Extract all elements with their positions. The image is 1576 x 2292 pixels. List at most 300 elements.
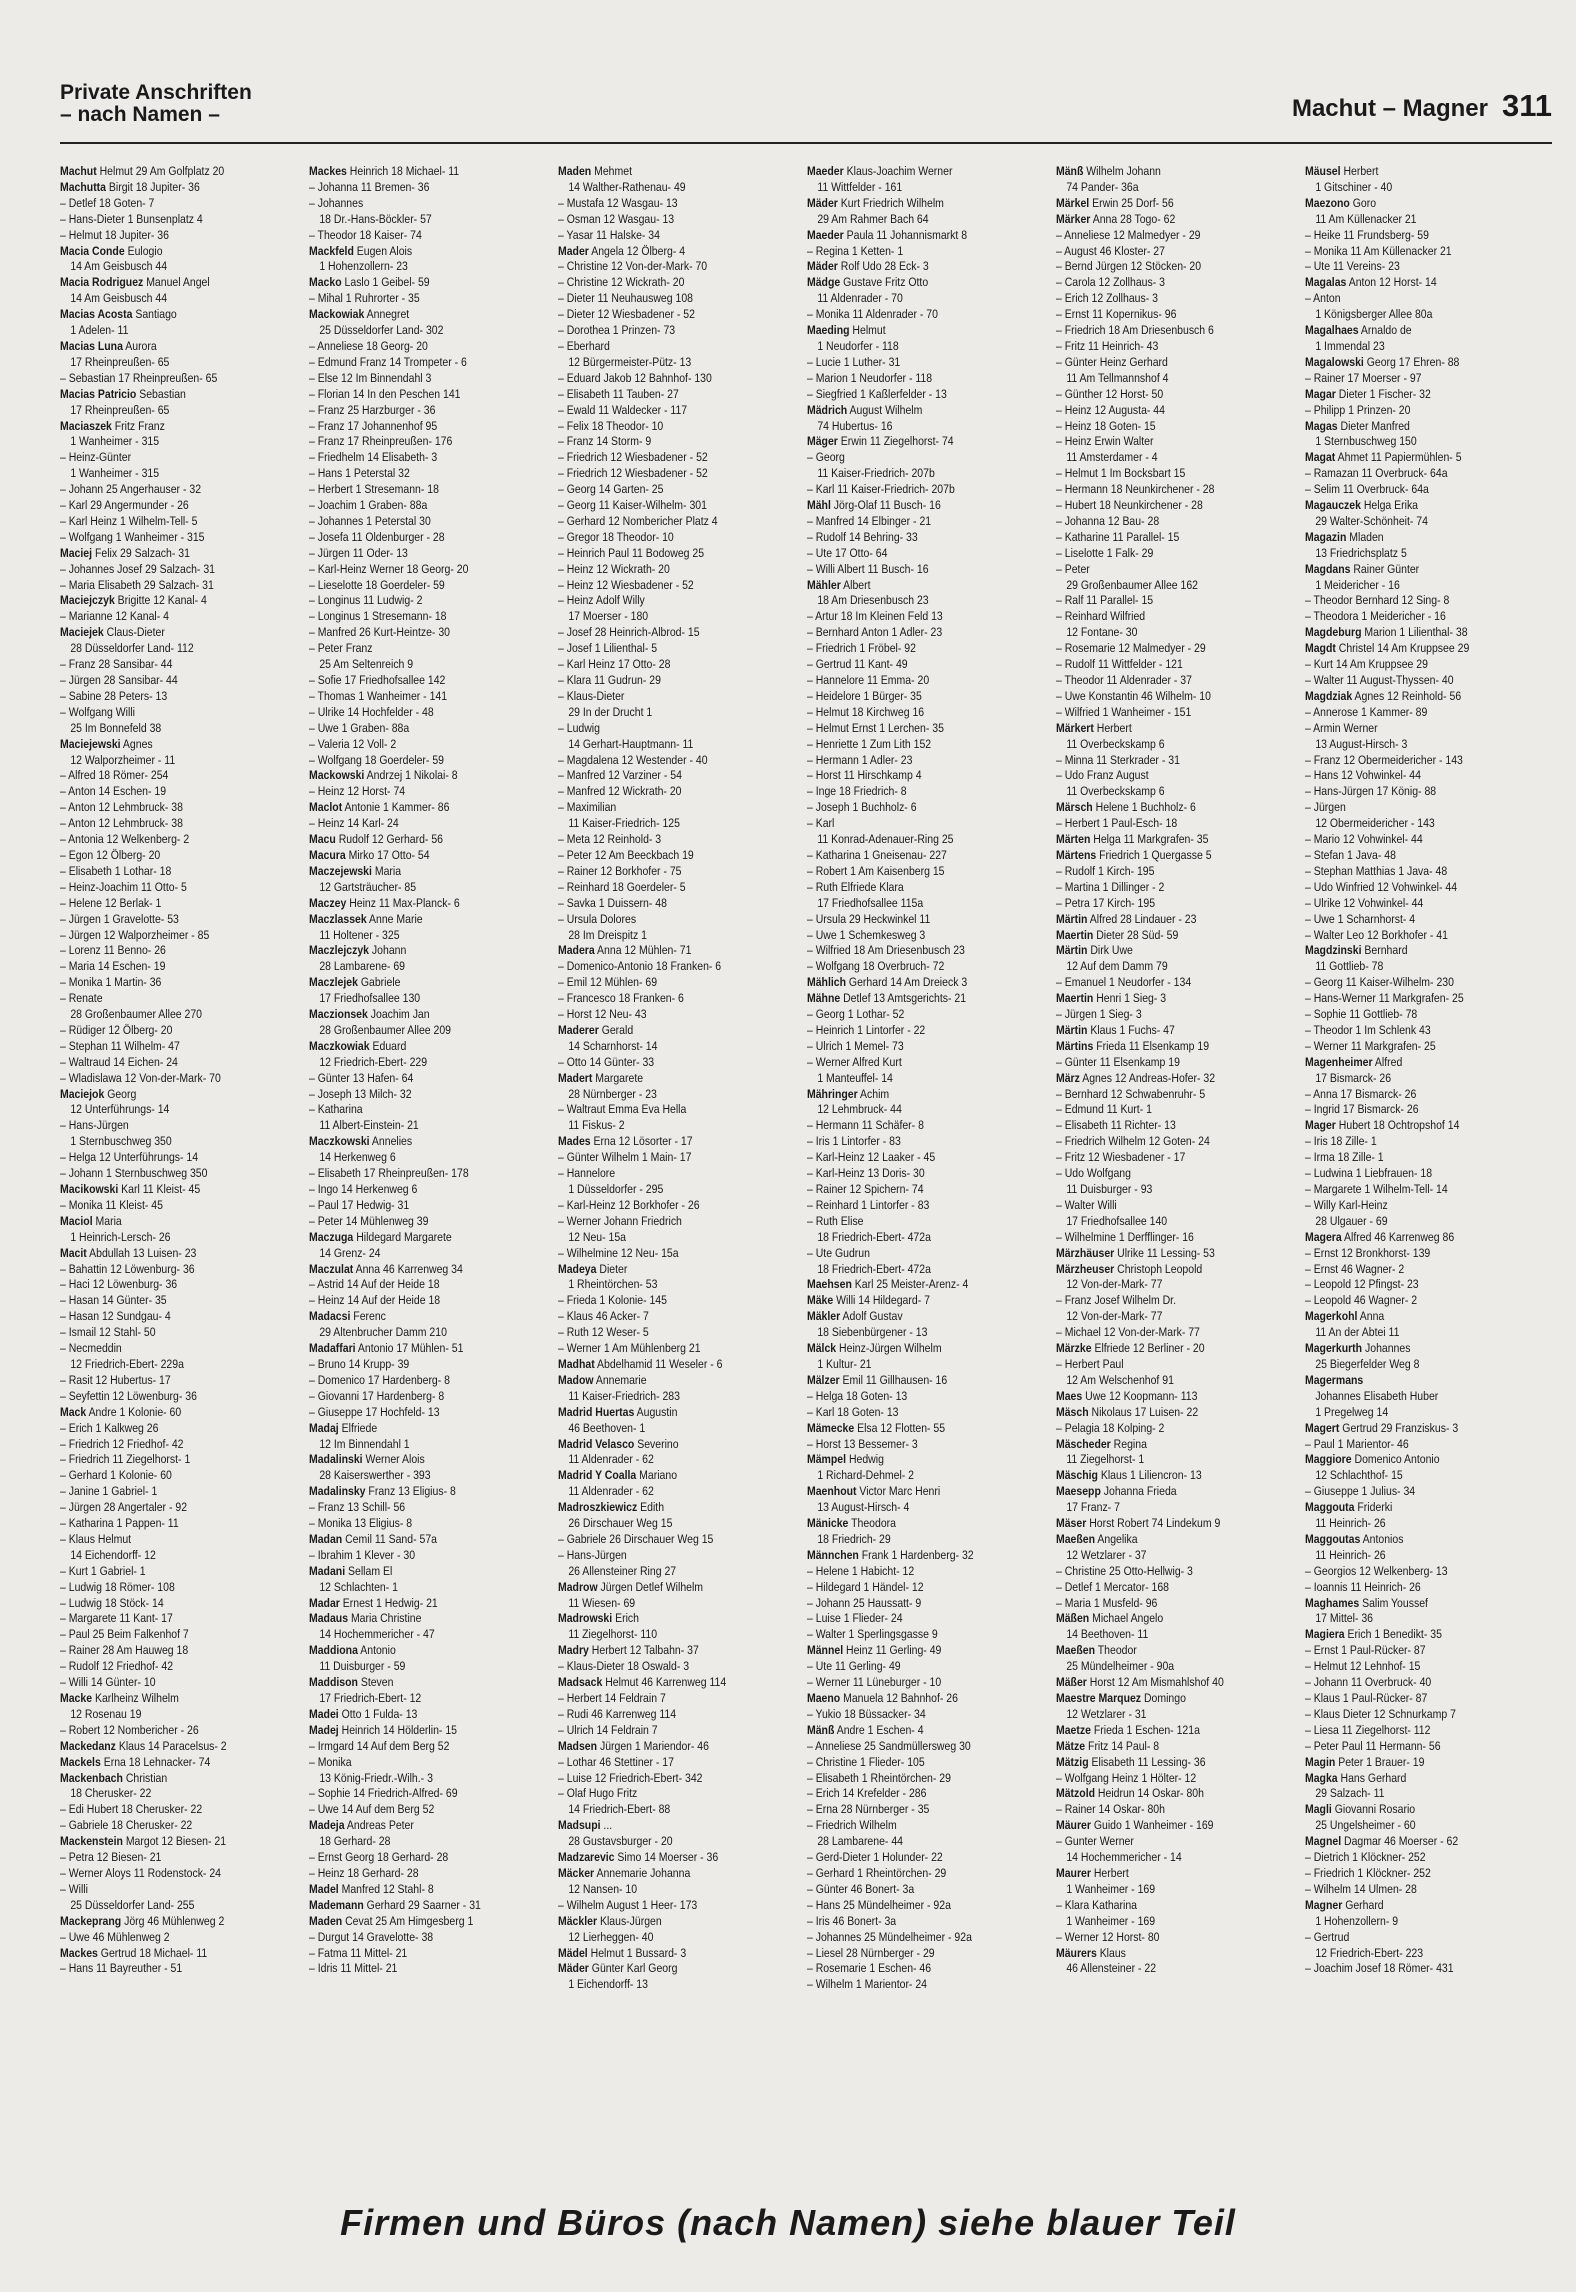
entry-text: – Anton 14 Eschen- 19 <box>60 784 167 799</box>
entry-text: – Günter Heinz Gerhard <box>1056 354 1168 369</box>
directory-entry <box>1305 593 1512 609</box>
entry-text: – Ludwig 18 Römer- 108 <box>60 1579 175 1594</box>
entry-text: – Gerhard 1 Rheintörchen- 29 <box>807 1865 947 1880</box>
directory-entry <box>60 228 267 244</box>
directory-entry <box>558 1055 765 1071</box>
entry-text: – Heinz 14 Karl- 24 <box>309 816 399 831</box>
directory-entry <box>807 1246 1014 1262</box>
directory-entry <box>1056 1293 1263 1309</box>
directory-entry <box>1305 832 1512 848</box>
entry-text: Michael Angelo <box>1089 1611 1164 1626</box>
entry-text: Fritz Franz <box>111 418 165 433</box>
directory-entry <box>309 1691 516 1707</box>
entry-text: – Werner 11 Lüneburger - 10 <box>807 1675 942 1690</box>
directory-entry <box>558 673 765 689</box>
directory-entry <box>1056 1946 1263 1962</box>
entry-surname: Maczulat <box>309 1261 354 1276</box>
directory-entry <box>807 721 1014 737</box>
entry-text: Heinz 11 Max-Planck- 6 <box>346 895 460 910</box>
entry-surname: Magli <box>1305 1802 1332 1817</box>
entry-text: Brigitte 12 Kanal- 4 <box>114 593 207 608</box>
directory-entry <box>309 307 516 323</box>
entry-text: 1 Wanheimer - 315 <box>70 466 160 481</box>
entry-text: – Giuseppe 17 Hochfeld- 13 <box>309 1404 440 1419</box>
entry-surname: Macura <box>309 847 346 862</box>
directory-entry <box>60 291 267 307</box>
entry-text: – Monika 11 Kleist- 45 <box>60 1197 163 1212</box>
directory-entry <box>558 1087 765 1103</box>
directory-entry <box>558 1532 765 1548</box>
entry-text: Helmut <box>849 323 886 338</box>
entry-surname: Madsack <box>558 1675 603 1690</box>
directory-entry <box>1305 1102 1512 1118</box>
directory-entry <box>309 641 516 657</box>
entry-surname: Mäschig <box>1056 1468 1098 1483</box>
directory-entry <box>1305 975 1512 991</box>
entry-surname: Mählich <box>807 975 847 990</box>
directory-entry <box>1056 371 1263 387</box>
entry-text: Klaus-Jürgen <box>597 1913 662 1928</box>
entry-surname: Maden <box>309 1913 343 1928</box>
directory-entry <box>1305 275 1512 291</box>
directory-entry <box>558 1277 765 1293</box>
directory-entry <box>1056 1262 1263 1278</box>
entry-text: – Hans-Dieter 1 Bunsenplatz 4 <box>60 211 203 226</box>
entry-text: – Eberhard <box>558 338 610 353</box>
directory-entry <box>60 864 267 880</box>
directory-entry <box>1305 291 1512 307</box>
directory-entry <box>309 816 516 832</box>
entry-text: 12 Obermeidericher - 143 <box>1315 816 1435 831</box>
entry-text: – Joachim 1 Graben- 88a <box>309 498 428 513</box>
directory-entry <box>807 530 1014 546</box>
entry-text: – Carola 12 Zollhaus- 3 <box>1056 275 1165 290</box>
entry-text: 28 Kaiserswerther - 393 <box>319 1468 431 1483</box>
entry-text: – Inge 18 Friedrich- 8 <box>807 784 907 799</box>
directory-entry <box>807 880 1014 896</box>
entry-text: 11 Fiskus- 2 <box>568 1118 625 1133</box>
entry-text: – Anneliese 12 Malmedyer - 29 <box>1056 227 1201 242</box>
entry-text: 14 Scharnhorst- 14 <box>568 1038 658 1053</box>
entry-text: – Dieter 11 Neuhausweg 108 <box>558 291 693 306</box>
entry-text: – Manfred 26 Kurt-Heintze- 30 <box>309 625 450 640</box>
directory-entry <box>558 1930 765 1946</box>
entry-text: Christoph Leopold <box>1114 1261 1203 1276</box>
directory-entry <box>1305 1771 1512 1787</box>
directory-entry <box>309 1293 516 1309</box>
directory-entry <box>807 1134 1014 1150</box>
directory-entry <box>60 1834 267 1850</box>
directory-entry <box>558 1230 765 1246</box>
entry-text: Johann <box>369 943 407 958</box>
directory-entry <box>558 737 765 753</box>
entry-text: – Johannes Josef 29 Salzach- 31 <box>60 561 216 576</box>
directory-entry <box>558 1914 765 1930</box>
entry-surname: Mädel <box>558 1945 588 1960</box>
entry-text: – Jürgen 28 Angertaler - 92 <box>60 1500 188 1515</box>
entry-surname: Madrow <box>558 1579 598 1594</box>
entry-text: – Hildegard 1 Händel- 12 <box>807 1579 924 1594</box>
directory-entry <box>1305 546 1512 562</box>
entry-surname: Macu <box>309 832 336 847</box>
directory-entry <box>1305 784 1512 800</box>
directory-entry <box>1305 625 1512 641</box>
entry-surname: Maeding <box>807 323 850 338</box>
entry-text: – Valeria 12 Voll- 2 <box>309 736 397 751</box>
directory-entry <box>309 1102 516 1118</box>
entry-surname: Magar <box>1305 386 1336 401</box>
directory-entry <box>1305 753 1512 769</box>
entry-text: 12 Lehmbruck- 44 <box>817 1102 902 1117</box>
entry-surname: Maddison <box>309 1675 358 1690</box>
entry-text: Jörg 46 Mühlenweg 2 <box>121 1913 225 1928</box>
entry-text: – Ernst 46 Wagner- 2 <box>1305 1261 1405 1276</box>
directory-entry <box>60 450 267 466</box>
directory-entry <box>1056 1007 1263 1023</box>
entry-text: – Walter Willi <box>1056 1197 1117 1212</box>
entry-text: – Eduard Jakob 12 Bahnhof- 130 <box>558 370 712 385</box>
entry-surname: Mäurer <box>1056 1818 1091 1833</box>
directory-entry <box>60 1134 267 1150</box>
entry-text: – Iris 46 Bonert- 3a <box>807 1913 897 1928</box>
entry-text: 1 Sternbuschweg 150 <box>1315 434 1417 449</box>
entry-text: Johannes <box>1362 1341 1411 1356</box>
directory-entry <box>558 482 765 498</box>
directory-entry <box>558 1150 765 1166</box>
directory-entry <box>1305 1802 1512 1818</box>
directory-entry <box>807 1723 1014 1739</box>
directory-entry <box>60 1500 267 1516</box>
directory-entry <box>1056 1246 1263 1262</box>
directory-entry <box>60 1882 267 1898</box>
directory-entry <box>807 1564 1014 1580</box>
entry-surname: Mähne <box>807 991 841 1006</box>
entry-text: – Luise 1 Flieder- 24 <box>807 1611 903 1626</box>
entry-text: – Franz 25 Harzburger - 36 <box>309 402 436 417</box>
entry-surname: Mälzer <box>807 1372 840 1387</box>
entry-surname: Mädge <box>807 275 841 290</box>
directory-entry <box>807 673 1014 689</box>
entry-text: – Hans 25 Mündelheimer - 92a <box>807 1897 951 1912</box>
directory-entry <box>558 1643 765 1659</box>
entry-text: – Georg 11 Kaiser-Wilhelm- 230 <box>1305 975 1454 990</box>
entry-text: Eulogio <box>124 243 163 258</box>
entry-surname: Madei <box>309 1706 339 1721</box>
entry-text: Hildegard Margarete <box>353 1229 452 1244</box>
directory-entry <box>1305 1262 1512 1278</box>
entry-text: Kurt Friedrich Wilhelm <box>837 195 944 210</box>
directory-entry <box>60 1087 267 1103</box>
entry-text: – Paul 1 Marientor- 46 <box>1305 1436 1409 1451</box>
directory-entry <box>558 657 765 673</box>
entry-text: – Heinz Erwin Walter <box>1056 434 1154 449</box>
entry-text: Maria Christine <box>348 1611 422 1626</box>
entry-text: – Johann 11 Overbruck- 40 <box>1305 1675 1432 1690</box>
directory-entry <box>558 1866 765 1882</box>
directory-entry <box>807 164 1014 180</box>
entry-surname: Madrid Velasco <box>558 1436 635 1451</box>
directory-entry <box>60 593 267 609</box>
entry-text: 1 Heinrich-Lersch- 26 <box>70 1229 171 1244</box>
entry-text: – Ulrike 12 Vohwinkel- 44 <box>1305 895 1424 910</box>
directory-entry <box>807 1357 1014 1373</box>
directory-entry <box>1056 323 1263 339</box>
entry-text: Klaus-Joachim Werner <box>843 164 953 178</box>
directory-entry <box>807 1961 1014 1977</box>
entry-text: – Horst 12 Neu- 43 <box>558 1007 647 1022</box>
directory-entry <box>1056 657 1263 673</box>
entry-text: 25 Am Seltenreich 9 <box>319 657 414 672</box>
entry-text: – Christine 12 Von-der-Mark- 70 <box>558 259 708 274</box>
entry-text: – Werner 12 Horst- 80 <box>1056 1929 1160 1944</box>
entry-text: Dirk Uwe <box>1087 943 1133 958</box>
entry-surname: Madsen <box>558 1738 598 1753</box>
directory-entry <box>309 339 516 355</box>
entry-text: – Heinz 12 Wiesbadener - 52 <box>558 577 694 592</box>
directory-entry <box>60 1755 267 1771</box>
directory-entry <box>309 1500 516 1516</box>
directory-entry <box>807 1325 1014 1341</box>
entry-text: Anna 46 Karrenweg 34 <box>353 1261 463 1276</box>
entry-text: – Ulrike 14 Hochfelder - 48 <box>309 704 434 719</box>
entry-text: Goro <box>1349 195 1377 210</box>
entry-surname: Mänß <box>1056 164 1084 178</box>
entry-surname: Märtins <box>1056 1038 1094 1053</box>
directory-entry <box>309 1675 516 1691</box>
entry-surname: Macia Conde <box>60 243 125 258</box>
directory-entry <box>309 1802 516 1818</box>
entry-surname: Mämecke <box>807 1420 855 1435</box>
entry-text: – Meta 12 Reinhold- 3 <box>558 832 662 847</box>
directory-entry <box>1056 1850 1263 1866</box>
directory-entry <box>309 1596 516 1612</box>
entry-text: – Rudolf 12 Friedhof- 42 <box>60 1659 174 1674</box>
entry-text: Herbert <box>1093 720 1132 735</box>
entry-surname: Maczionsek <box>309 1007 368 1022</box>
entry-text: 11 Gottlieb- 78 <box>1315 959 1384 974</box>
directory-entry <box>1056 1023 1263 1039</box>
directory-entry <box>558 848 765 864</box>
entry-text: – Jürgen 11 Oder- 13 <box>309 545 408 560</box>
directory-entry <box>1305 1071 1512 1087</box>
entry-text: – Karl Heinz 17 Otto- 28 <box>558 657 671 672</box>
directory-entry <box>60 1548 267 1564</box>
directory-entry <box>309 1452 516 1468</box>
entry-text: Elisabeth 11 Lessing- 36 <box>1088 1754 1206 1769</box>
entry-text: – Ute 11 Gerling- 49 <box>807 1659 901 1674</box>
directory-entry <box>1056 1087 1263 1103</box>
directory-entry <box>60 928 267 944</box>
directory-entry <box>1305 1007 1512 1023</box>
entry-text: 11 Albert-Einstein- 21 <box>319 1118 419 1133</box>
directory-entry <box>1056 768 1263 784</box>
entry-text: – Jürgen 12 Walporzheimer - 85 <box>60 927 210 942</box>
directory-entry <box>1305 1277 1512 1293</box>
directory-entry <box>1056 1055 1263 1071</box>
directory-entry <box>807 1548 1014 1564</box>
entry-text: – Jürgen <box>1305 800 1346 815</box>
entry-text: – Hermann 1 Adler- 23 <box>807 752 913 767</box>
directory-entry <box>1056 1357 1263 1373</box>
directory-entry <box>309 737 516 753</box>
entry-text: – Iris 1 Lintorfer - 83 <box>807 1134 901 1149</box>
entry-text: Annemarie Johanna <box>594 1865 691 1880</box>
directory-entry <box>807 1150 1014 1166</box>
directory-entry <box>60 768 267 784</box>
entry-surname: Mäkler <box>807 1309 841 1324</box>
directory-entry <box>1305 1548 1512 1564</box>
entry-text: – Philipp 1 Prinzen- 20 <box>1305 402 1411 417</box>
directory-entry <box>1305 1087 1512 1103</box>
directory-entry <box>1056 1468 1263 1484</box>
directory-column-3 <box>558 164 807 2164</box>
directory-entry <box>1305 578 1512 594</box>
entry-text: – Kurt 1 Gabriel- 1 <box>60 1563 146 1578</box>
entry-text: – Hannelore 11 Emma- 20 <box>807 673 930 687</box>
entry-text: Antonio 17 Mühlen- 51 <box>355 1341 464 1356</box>
directory-entry <box>1056 689 1263 705</box>
entry-text: Maria <box>92 1213 122 1228</box>
entry-text: 1 Wanheimer - 169 <box>1066 1881 1156 1896</box>
entry-text: – Rainer 17 Moerser - 97 <box>1305 370 1422 385</box>
directory-entry <box>1305 1580 1512 1596</box>
entry-text: – Lothar 46 Stettiner - 17 <box>558 1754 674 1769</box>
directory-entry <box>807 1866 1014 1882</box>
directory-entry <box>60 1786 267 1802</box>
entry-text: Alfred 28 Lindauer - 23 <box>1087 911 1197 926</box>
directory-entry <box>1056 514 1263 530</box>
directory-entry <box>807 625 1014 641</box>
entry-text: Eduard <box>369 1038 407 1053</box>
entry-text: – Ruth Elise <box>807 1213 864 1228</box>
entry-text: – Liesa 11 Ziegelhorst- 112 <box>1305 1722 1431 1737</box>
entry-text: – Udo Winfried 12 Vohwinkel- 44 <box>1305 879 1458 894</box>
entry-text: 11 Am Küllenacker 21 <box>1315 211 1417 226</box>
directory-entry <box>1305 1023 1512 1039</box>
directory-entry <box>60 721 267 737</box>
directory-entry <box>558 228 765 244</box>
entry-surname: Magdziak <box>1305 688 1353 703</box>
directory-entry <box>309 880 516 896</box>
entry-text: 1 Neudorfer - 118 <box>817 338 899 353</box>
entry-surname: Maggoutas <box>1305 1531 1361 1546</box>
entry-text: – Regina 1 Ketten- 1 <box>807 243 904 258</box>
directory-entry <box>558 928 765 944</box>
directory-entry <box>1056 530 1263 546</box>
entry-text: Dieter <box>596 1261 628 1276</box>
entry-text: 12 Fontane- 30 <box>1066 625 1138 640</box>
entry-text: Antonios <box>1360 1531 1404 1546</box>
directory-entry <box>1305 800 1512 816</box>
entry-surname: Märtens <box>1056 847 1097 862</box>
entry-text: 1 Wanheimer - 169 <box>1066 1913 1156 1928</box>
entry-text: – Henriette 1 Zum Lith 152 <box>807 736 932 751</box>
entry-text: – Otto 14 Günter- 33 <box>558 1054 655 1069</box>
directory-entry <box>1305 1357 1512 1373</box>
entry-text: 14 Am Geisbusch 44 <box>70 259 168 274</box>
entry-surname: Madej <box>309 1722 339 1737</box>
entry-text: – Katharina <box>309 1102 363 1117</box>
entry-surname: Madalinsky <box>309 1484 366 1499</box>
directory-entry <box>807 593 1014 609</box>
directory-entry <box>558 1802 765 1818</box>
entry-text: Erich <box>612 1611 639 1626</box>
entry-text: Agnes <box>120 736 153 751</box>
directory-entry <box>807 848 1014 864</box>
directory-entry <box>1056 1039 1263 1055</box>
entry-surname: Mackenstein <box>60 1834 123 1849</box>
directory-entry <box>60 848 267 864</box>
entry-text: 14 Am Geisbusch 44 <box>70 291 168 306</box>
entry-text: 11 Aldenrader - 70 <box>817 291 903 306</box>
directory-entry <box>60 1675 267 1691</box>
entry-text: 14 Grenz- 24 <box>319 1245 381 1260</box>
directory-entry <box>309 1771 516 1787</box>
directory-entry <box>1305 482 1512 498</box>
entry-text: Herbert 12 Talbahn- 37 <box>588 1643 699 1658</box>
entry-text: – Ioannis 11 Heinrich- 26 <box>1305 1579 1421 1594</box>
directory-entry <box>60 1930 267 1946</box>
directory-entry <box>309 1421 516 1437</box>
entry-text: – Elisabeth 17 Rheinpreußen- 178 <box>309 1166 469 1181</box>
entry-text: Klaus <box>1096 1945 1126 1960</box>
directory-entry <box>1056 307 1263 323</box>
entry-surname: Magauczek <box>1305 498 1361 513</box>
directory-entry <box>558 625 765 641</box>
entry-text: – Egon 12 Ölberg- 20 <box>60 847 161 862</box>
entry-surname: Maderer <box>558 1022 599 1037</box>
directory-entry <box>60 482 267 498</box>
directory-entry <box>309 546 516 562</box>
entry-text: Cevat 25 Am Himgesberg 1 <box>342 1913 474 1928</box>
entry-text: – Bruno 14 Krupp- 39 <box>309 1356 410 1371</box>
entry-text: – Karl-Heinz Werner 18 Georg- 20 <box>309 561 469 576</box>
entry-text: – Rasit 12 Hubertus- 17 <box>60 1372 171 1387</box>
directory-entry <box>309 1739 516 1755</box>
entry-text: – Erna 28 Nürnberger - 35 <box>807 1802 930 1817</box>
entry-text: – Anneliese 18 Georg- 20 <box>309 338 428 353</box>
entry-text: – Ernst 11 Kopernikus- 96 <box>1056 307 1177 322</box>
directory-entry <box>60 1468 267 1484</box>
directory-entry <box>309 943 516 959</box>
directory-entry <box>1056 546 1263 562</box>
directory-entry <box>60 1739 267 1755</box>
entry-text: Annelies <box>369 1134 413 1149</box>
entry-surname: Mackels <box>60 1754 101 1769</box>
entry-text: 11 Konrad-Adenauer-Ring 25 <box>817 832 954 847</box>
entry-text: 11 Amsterdamer - 4 <box>1066 450 1158 465</box>
entry-text: Helmut 46 Karrenweg 114 <box>602 1675 727 1690</box>
entry-text: 11 Ziegelhorst- 1 <box>1066 1452 1145 1467</box>
directory-entry <box>807 1405 1014 1421</box>
entry-text: Dieter Manfred <box>1337 418 1410 433</box>
directory-entry <box>309 673 516 689</box>
entry-surname: Maczkowski <box>309 1134 370 1149</box>
directory-entry <box>1305 1182 1512 1198</box>
directory-entry <box>1056 721 1263 737</box>
entry-text: 11 Aldenrader - 62 <box>568 1484 654 1499</box>
entry-text: – Jürgen 1 Sieg- 3 <box>1056 1007 1142 1022</box>
entry-text: Annemarie <box>593 1372 647 1387</box>
entry-text: – Armin Werner <box>1305 720 1378 735</box>
directory-entry <box>1305 1198 1512 1214</box>
entry-text: – Herbert 1 Stresemann- 18 <box>309 482 439 497</box>
directory-entry <box>60 1961 267 1977</box>
entry-surname: Magazin <box>1305 529 1347 544</box>
entry-text: – Katharina 1 Gneisenau- 227 <box>807 847 947 862</box>
directory-entry <box>60 689 267 705</box>
directory-entry <box>558 609 765 625</box>
